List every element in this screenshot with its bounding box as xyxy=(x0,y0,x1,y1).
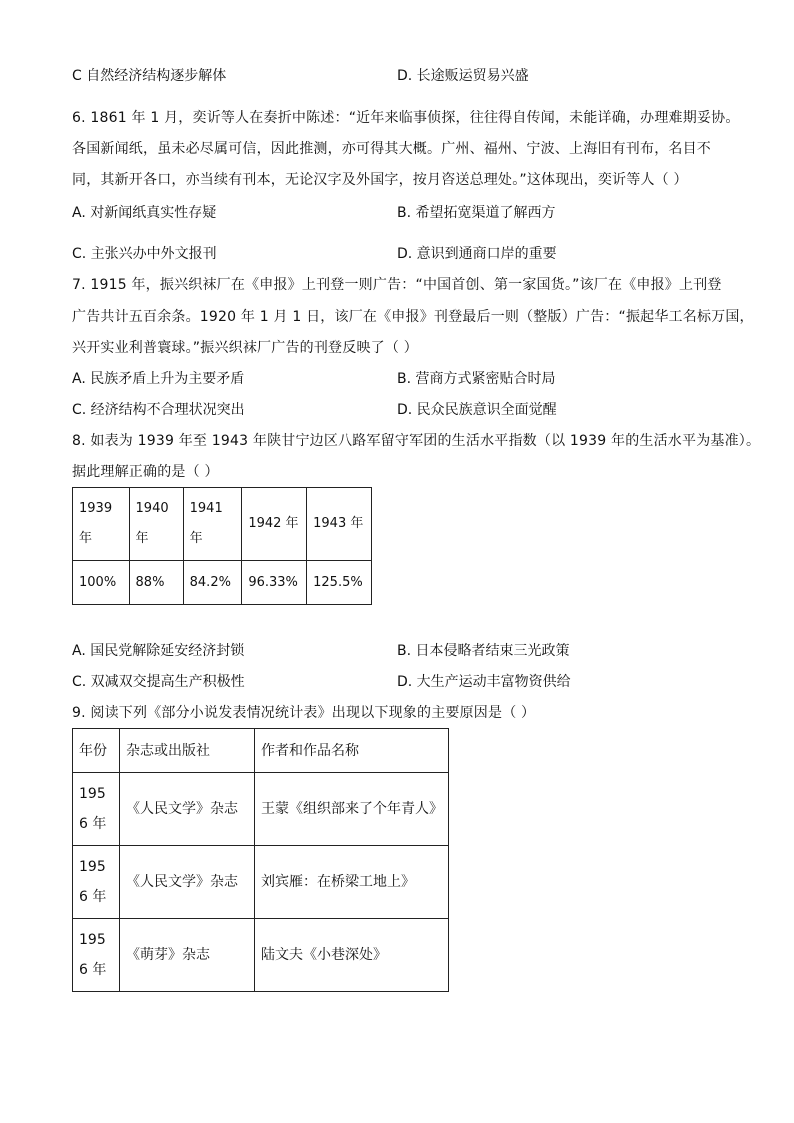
q6-stem-line3: 同，其新开各口，亦当续有刊本，无论汉字及外国字，按月咨送总理处。”这体现出，奕䜣等人（ ） xyxy=(72,172,688,188)
q7-option-c: C. 经济结构不合理状况突出 xyxy=(72,402,245,418)
q8-value-cell: 96.33% xyxy=(242,561,307,605)
q8-header-cell: 1943 年 xyxy=(307,488,372,561)
q9-publisher-cell: 《人民文学》杂志 xyxy=(120,773,255,846)
q7-stem-line3: 兴开实业利普寰球。”振兴织袜厂广告的刊登反映了（ ） xyxy=(72,340,418,356)
q8-header-cell: 1939 年 xyxy=(73,488,130,561)
q7-option-a: A. 民族矛盾上升为主要矛盾 xyxy=(72,371,245,387)
q8-header-cell: 1940 年 xyxy=(129,488,183,561)
q8-option-b: B. 日本侵略者结束三光政策 xyxy=(397,643,570,659)
q6-option-b: B. 希望拓宽渠道了解西方 xyxy=(397,205,556,221)
q6-option-d: D. 意识到通商口岸的重要 xyxy=(397,246,557,262)
q9-stem-line1: 9. 阅读下列《部分小说发表情况统计表》出现以下现象的主要原因是（ ） xyxy=(72,705,536,721)
q9-novel-table xyxy=(72,728,449,992)
q5-option-c: C 自然经济结构逐步解体 xyxy=(72,68,227,84)
q6-stem-line1: 6. 1861 年 1 月，奕䜣等人在奏折中陈述：“近年来临事侦探，往往得自传闻，未能详确，办理难期妥协。 xyxy=(72,110,740,126)
q8-option-a: A. 国民党解除延安经济封锁 xyxy=(72,643,245,659)
q5-option-d: D. 长途贩运贸易兴盛 xyxy=(397,68,529,84)
q7-option-b: B. 营商方式紧密贴合时局 xyxy=(397,371,556,387)
q7-stem-line1: 7. 1915 年，振兴织袜厂在《申报》上刊登一则广告：“中国首创、第一家国货。”该厂在《申报》上刊登 xyxy=(72,277,722,293)
q9-table-header-row xyxy=(73,729,449,773)
q8-value-cell: 125.5% xyxy=(307,561,372,605)
q9-header-cell: 杂志或出版社 xyxy=(120,729,255,773)
q9-header-cell: 作者和作品名称 xyxy=(255,729,449,773)
q8-option-c: C. 双减双交提高生产积极性 xyxy=(72,674,245,690)
q6-option-c: C. 主张兴办中外文报刊 xyxy=(72,246,217,262)
table-row xyxy=(73,919,449,992)
q9-year-cell: 1956 年 xyxy=(73,919,120,992)
q9-header-cell: 年份 xyxy=(73,729,120,773)
q9-work-cell: 刘宾雁：在桥梁工地上》 xyxy=(255,846,449,919)
q8-header-cell: 1942 年 xyxy=(242,488,307,561)
table-row xyxy=(73,846,449,919)
q9-year-cell: 1956 年 xyxy=(73,846,120,919)
q7-stem-line2: 广告共计五百余条。1920 年 1 月 1 日，该厂在《申报》刊登最后一则（整版）广告：“振起华工名标万国， xyxy=(72,309,754,325)
q8-stem-line1: 8. 如表为 1939 年至 1943 年陕甘宁边区八路军留守军团的生活水平指数（以 1939 年的生活水平为基准）。 xyxy=(72,433,761,449)
q9-work-cell: 王蒙《组织部来了个年青人》 xyxy=(255,773,449,846)
q6-stem-line2: 各国新闻纸，虽未必尽属可信，因此推测，亦可得其大概。广州、福州、宁波、上海旧有刊布，名目不 xyxy=(72,141,711,157)
q6-option-a: A. 对新闻纸真实性存疑 xyxy=(72,205,217,221)
q9-year-cell: 1956 年 xyxy=(73,773,120,846)
q8-table-header-row xyxy=(73,488,372,561)
q9-work-cell: 陆文夫《小巷深处》 xyxy=(255,919,449,992)
q9-publisher-cell: 《萌芽》杂志 xyxy=(120,919,255,992)
q9-publisher-cell: 《人民文学》杂志 xyxy=(120,846,255,919)
q8-value-cell: 84.2% xyxy=(183,561,242,605)
q8-header-cell: 1941 年 xyxy=(183,488,242,561)
q8-value-cell: 100% xyxy=(73,561,130,605)
q8-data-table xyxy=(72,487,372,605)
q7-option-d: D. 民众民族意识全面觉醒 xyxy=(397,402,557,418)
q8-table-value-row xyxy=(73,561,372,605)
q8-value-cell: 88% xyxy=(129,561,183,605)
table-row xyxy=(73,773,449,846)
q8-option-d: D. 大生产运动丰富物资供给 xyxy=(397,674,571,690)
q8-stem-line2: 据此理解正确的是（ ） xyxy=(72,464,219,480)
